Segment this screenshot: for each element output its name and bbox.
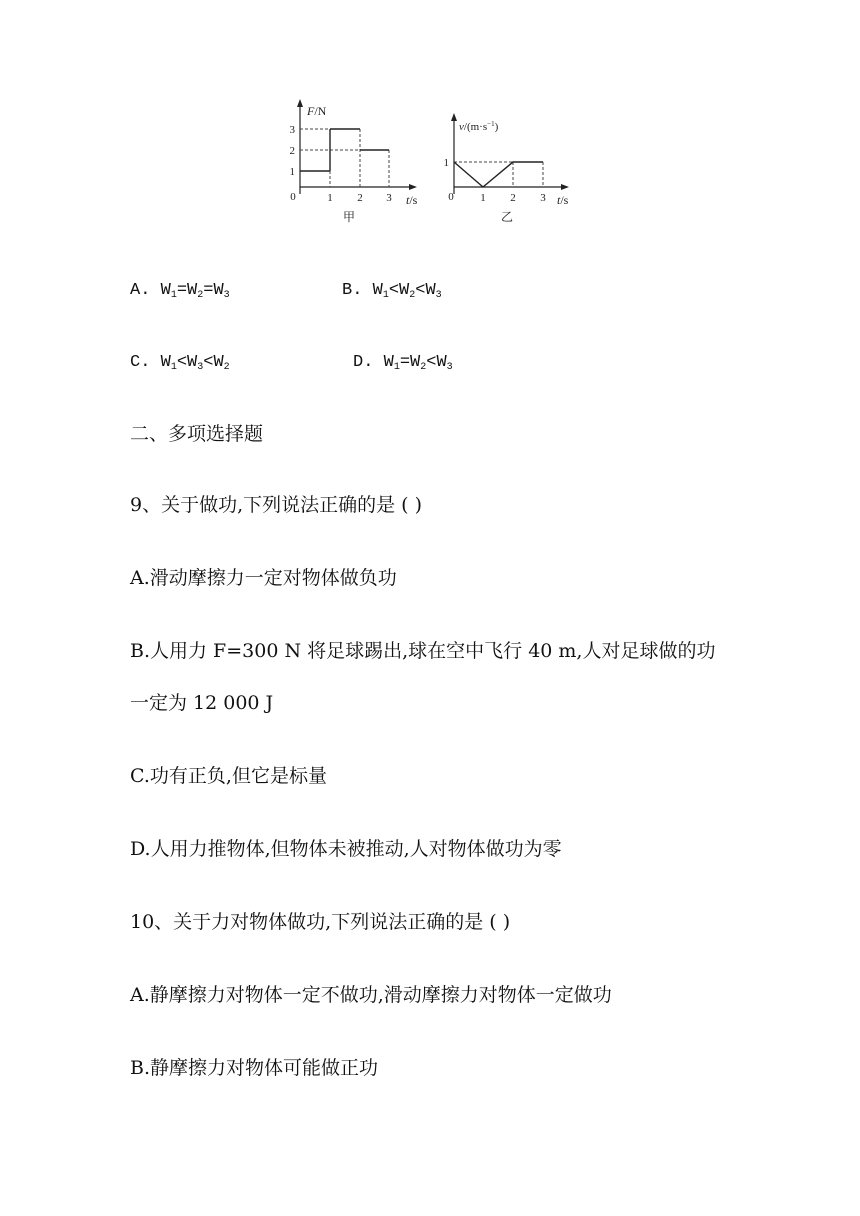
x-tick-1: 1 [480,192,486,204]
y-axis-arrow [297,99,303,107]
section-heading: 二、多项选择题 [130,423,264,445]
y-axis-arrow [451,113,457,121]
x-axis-arrow [561,184,569,190]
origin-label: 0 [290,191,296,203]
q9-option-b-continued: 一定为 12 000 J [130,692,274,714]
y-tick-2: 2 [289,145,295,157]
q9-option-d[interactable]: D.人用力推物体,但物体未被推动,人对物体做功为零 [130,838,562,860]
option-b[interactable]: B. $W_1<W_2<W_3$ [342,281,442,301]
y-axis-label: F/N [307,104,327,118]
caption-left: 甲 [342,210,356,224]
x-tick-2: 2 [357,192,363,204]
velocity-curve [454,162,543,187]
y-tick-1: 1 [289,166,295,178]
option-c[interactable]: C. $W_1<W_3<W_2$ [130,353,230,373]
x-tick-3: 3 [540,192,546,204]
q9-option-b[interactable]: B.人用力 F=300 N 将足球踢出,球在空中飞行 40 m,人对足球做的功 [130,640,716,662]
option-a[interactable]: A. $W_1=W_2=W_3$ [130,281,230,301]
q10-stem: 10、关于力对物体做功,下列说法正确的是 ( ) [130,911,511,933]
force-time-graph [290,99,418,224]
velocity-time-graph [444,113,570,224]
option-d[interactable]: D. $W_1=W_2<W_3$ [353,353,453,373]
y-axis-label: $v/(m\cdot s^{-1})$ [459,120,499,133]
q10-option-a[interactable]: A.静摩擦力对物体一定不做功,滑动摩擦力对物体一定做功 [130,984,612,1006]
origin-label: 0 [448,191,454,203]
caption-right: 乙 [500,210,514,224]
y-tick-3: 3 [289,124,295,136]
y-tick-1: 1 [443,157,449,169]
x-tick-1: 1 [327,192,333,204]
q10-option-b[interactable]: B.静摩擦力对物体可能做正功 [130,1057,379,1079]
x-axis-arrow [409,184,417,190]
q9-stem: 9、关于做功,下列说法正确的是 ( ) [130,494,423,516]
x-tick-2: 2 [510,192,516,204]
q9-option-a[interactable]: A.滑动摩擦力一定对物体做负功 [130,567,397,589]
x-tick-3: 3 [386,192,392,204]
q9-option-c[interactable]: C.功有正负,但它是标量 [130,765,327,787]
x-axis-label: t/s [557,193,569,207]
x-axis-label: t/s [406,193,418,207]
